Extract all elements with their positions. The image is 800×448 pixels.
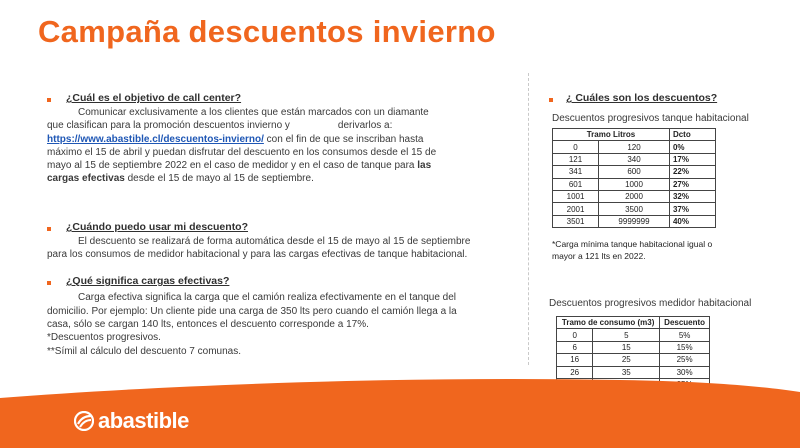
question-objective: ¿Cuál es el objetivo de call center? bbox=[66, 92, 242, 104]
table-cell: 2001 bbox=[553, 203, 599, 215]
tank-discount-table bbox=[552, 128, 716, 228]
abastible-logo-icon bbox=[74, 411, 94, 431]
table-cell: 6 bbox=[557, 341, 593, 353]
table-row bbox=[553, 153, 716, 165]
effective-text-line5: **Símil al cálculo del descuento 7 comunas. bbox=[47, 346, 241, 357]
table-cell: 0 bbox=[553, 141, 599, 153]
table1-title: Descuentos progresivos tanque habitacional bbox=[552, 113, 749, 124]
table2-title: Descuentos progresivos medidor habitacional bbox=[549, 298, 752, 309]
bullet-icon bbox=[47, 281, 51, 285]
table-cell: 26 bbox=[557, 366, 593, 378]
table-row bbox=[553, 141, 716, 153]
table-header-row bbox=[557, 317, 710, 329]
objective-text-line3 bbox=[47, 133, 423, 146]
table-cell: 340 bbox=[599, 153, 670, 165]
tank-note-line2: mayor a 121 lts en 2022. bbox=[552, 251, 646, 261]
bullet-icon bbox=[47, 227, 51, 231]
objective-text-line3b: con el fin de que se inscriban hasta bbox=[263, 134, 424, 145]
table-cell: 120 bbox=[599, 141, 670, 153]
bullet-icon bbox=[549, 98, 553, 102]
table-cell: 25% bbox=[660, 354, 710, 366]
question-effective-loads: ¿Qué significa cargas efectivas? bbox=[66, 275, 230, 287]
table-cell: 30% bbox=[660, 366, 710, 378]
table-cell: 2000 bbox=[599, 190, 670, 202]
effective-text-line3: casa, sólo se cargan 140 lts, entonces el descuento corresponde a 17%. bbox=[47, 319, 369, 330]
logo-text: abastible bbox=[98, 408, 189, 433]
question-discounts: ¿ Cuáles son los descuentos? bbox=[566, 92, 718, 104]
abastible-logo bbox=[74, 408, 189, 434]
objective-text-line2a: que clasifican para la promoción descuentos invierno y bbox=[47, 120, 290, 131]
table-cell: 15 bbox=[593, 341, 660, 353]
table-cell: 0% bbox=[669, 141, 715, 153]
objective-text-line6 bbox=[47, 172, 314, 185]
when-text-line2: para los consumos de medidor habitacional y para las cargas efectivas de tanque habitacional. bbox=[47, 249, 468, 260]
table-row bbox=[553, 178, 716, 190]
table-header: Descuento bbox=[660, 317, 710, 329]
campaign-link[interactable]: https://www.abastible.cl/descuentos-invierno/ bbox=[47, 134, 264, 145]
table-cell: 3501 bbox=[553, 215, 599, 227]
table-row bbox=[557, 341, 710, 353]
bullet-icon bbox=[47, 98, 51, 102]
table-header: Dcto bbox=[669, 129, 715, 141]
objective-text-line5a: mayo al 15 de septiembre 2022 en el caso de medidor y en el caso de tanque para bbox=[47, 160, 418, 171]
table-cell: 25 bbox=[593, 354, 660, 366]
objective-text-line6a: desde el 15 de mayo al 15 de septiembre. bbox=[124, 173, 314, 184]
column-divider bbox=[528, 73, 529, 365]
table-header: Tramo Litros bbox=[553, 129, 670, 141]
table-cell: 37% bbox=[669, 203, 715, 215]
objective-text-line2b: derivarlos a: bbox=[337, 120, 393, 131]
table-cell: 3500 bbox=[599, 203, 670, 215]
page-title: Campaña descuentos invierno bbox=[38, 14, 496, 49]
table-cell: 27% bbox=[669, 178, 715, 190]
table-row bbox=[553, 190, 716, 202]
objective-text-line5 bbox=[47, 159, 431, 172]
effective-text-line4: *Descuentos progresivos. bbox=[47, 332, 161, 343]
table-cell: 600 bbox=[599, 166, 670, 178]
table-header-row bbox=[553, 129, 716, 141]
table-cell: 9999999 bbox=[599, 215, 670, 227]
table-cell: 17% bbox=[669, 153, 715, 165]
table-cell: 40% bbox=[669, 215, 715, 227]
table-cell: 35 bbox=[593, 366, 660, 378]
table-cell: 1001 bbox=[553, 190, 599, 202]
effective-text-line2: domicilio. Por ejemplo: Un cliente pide una carga de 350 lts pero cuando el camión llega a la bbox=[47, 306, 457, 317]
objective-text-line5b: las bbox=[417, 160, 432, 171]
table-cell: 5% bbox=[660, 329, 710, 341]
when-text-line1: El descuento se realizará de forma automática desde el 15 de mayo al 15 de septiembre bbox=[78, 236, 471, 247]
table-cell: 0 bbox=[557, 329, 593, 341]
table-cell: 1000 bbox=[599, 178, 670, 190]
table-cell: 5 bbox=[593, 329, 660, 341]
objective-text-line4: máximo el 15 de abril y puedan disfrutar del descuento en los consumos desde el 15 de bbox=[47, 147, 437, 158]
table-cell: 32% bbox=[669, 190, 715, 202]
table-row bbox=[553, 203, 716, 215]
table-cell: 15% bbox=[660, 341, 710, 353]
table-cell: 341 bbox=[553, 166, 599, 178]
table-cell: 121 bbox=[553, 153, 599, 165]
table-cell: 16 bbox=[557, 354, 593, 366]
objective-text-line2 bbox=[47, 119, 392, 132]
question-when: ¿Cuándo puedo usar mi descuento? bbox=[66, 221, 249, 233]
table-row bbox=[553, 215, 716, 227]
table-row bbox=[557, 354, 710, 366]
table-header: Tramo de consumo (m3) bbox=[557, 317, 660, 329]
objective-text-line1: Comunicar exclusivamente a los clientes que están marcados con un diamante bbox=[78, 107, 429, 118]
table-cell: 22% bbox=[669, 166, 715, 178]
objective-text-line6b: cargas efectivas bbox=[47, 173, 125, 184]
table-row bbox=[553, 166, 716, 178]
table-cell: 601 bbox=[553, 178, 599, 190]
table-row bbox=[557, 329, 710, 341]
tank-note-line1: *Carga mínima tanque habitacional igual o bbox=[552, 239, 713, 249]
effective-text-line1: Carga efectiva significa la carga que el camión realiza efectivamente en el tanque del bbox=[78, 292, 456, 303]
